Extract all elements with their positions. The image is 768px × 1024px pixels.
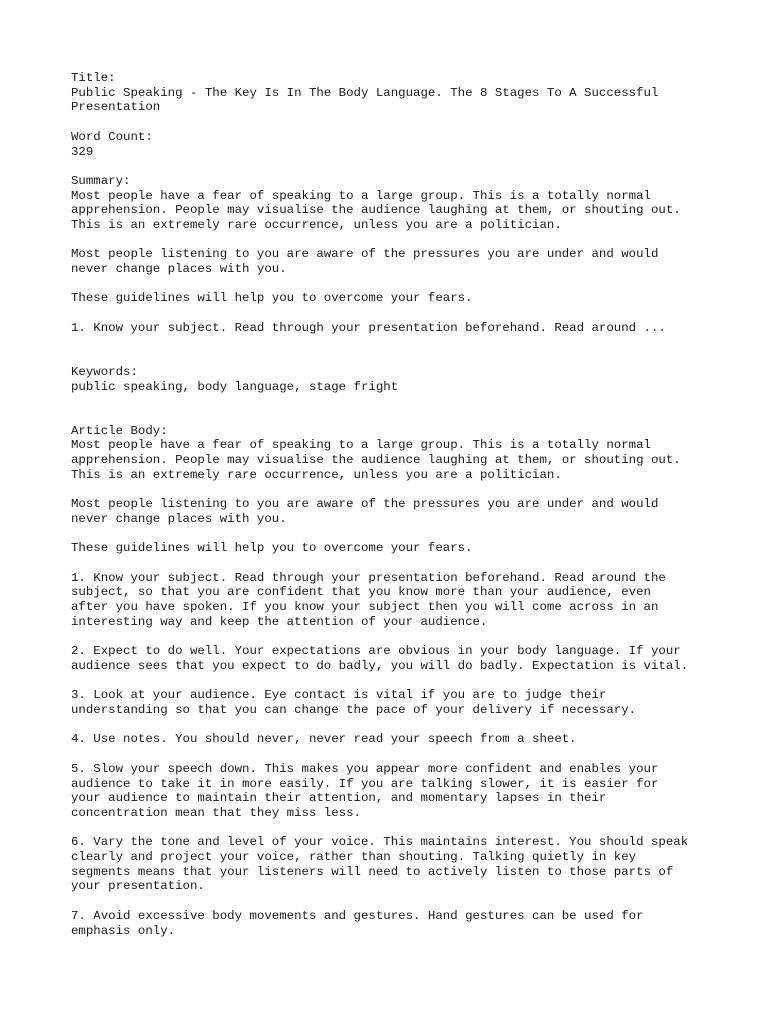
text-line: These guidelines will help you to overcome your fears. — [71, 291, 473, 306]
text-line: 2. Expect to do well. Your expectations are obvious in your body language. If your — [71, 644, 681, 659]
body-paragraph — [71, 835, 731, 894]
body-paragraph — [71, 541, 731, 556]
text-line: your presentation. — [71, 879, 205, 894]
body-paragraph — [71, 438, 731, 482]
text-line: 1. Know your subject. Read through your presentation beforehand. Read around the — [71, 570, 666, 585]
text-line: emphasis only. — [71, 923, 176, 938]
text-line: segments means that your listeners will need to actively listen to those parts of — [71, 864, 674, 879]
text-line: audience to take it in more easily. If you are talking slower, it is easier for — [71, 776, 659, 791]
text-line: never change places with you. — [71, 511, 287, 526]
keywords-value: public speaking, body language, stage fright — [71, 379, 399, 394]
text-line: This is an extremely rare occurrence, unless you are a politician. — [71, 467, 562, 482]
text-line: Most people have a fear of speaking to a large group. This is a totally normal — [71, 188, 651, 203]
document-page — [71, 71, 731, 938]
summary-label: Summary: — [71, 173, 131, 188]
summary-paragraph — [71, 247, 731, 276]
text-line: This is an extremely rare occurrence, unless you are a politician. — [71, 218, 562, 232]
summary-paragraph — [71, 321, 731, 336]
title-section — [71, 71, 731, 115]
title-line: Presentation — [71, 100, 161, 115]
keywords-label: Keywords: — [71, 364, 138, 379]
article-body-section — [71, 424, 731, 938]
text-line: 1. Know your subject. Read through your presentation beforehand. Read around ... — [71, 320, 666, 335]
article-body-label: Article Body: — [71, 423, 168, 438]
body-paragraph — [71, 732, 731, 747]
text-line: interesting way and keep the attention of your audience. — [71, 614, 488, 629]
body-paragraph — [71, 909, 731, 938]
text-line: never change places with you. — [71, 262, 287, 277]
text-line: 3. Look at your audience. Eye contact is vital if you are to judge their — [71, 688, 607, 703]
body-paragraph — [71, 571, 731, 630]
text-line: subject, so that you are confident that you know more than your audience, even — [71, 585, 651, 600]
text-line: Most people have a fear of speaking to a large group. This is a totally normal — [71, 438, 651, 453]
text-line: apprehension. People may visualise the audience laughing at them, or shouting out. — [71, 203, 681, 218]
body-paragraph — [71, 644, 731, 673]
text-line: Most people listening to you are aware of the pressures you are under and would — [71, 247, 659, 262]
text-line: audience sees that you expect to do badly, you will do badly. Expectation is vital. — [71, 658, 689, 673]
text-line: your audience to maintain their attention, and momentary lapses in their — [71, 791, 607, 806]
text-line: understanding so that you can change the pace of your delivery if necessary. — [71, 703, 637, 718]
body-paragraph — [71, 762, 731, 821]
text-line: apprehension. People may visualise the audience laughing at them, or shouting out. — [71, 453, 681, 468]
word-count-label: Word Count: — [71, 129, 153, 144]
text-line: clearly and project your voice, rather than shouting. Talking quietly in key — [71, 850, 637, 865]
summary-paragraph — [71, 291, 731, 306]
text-line: after you have spoken. If you know your subject then you will come across in an — [71, 600, 659, 615]
summary-section — [71, 174, 731, 336]
body-paragraph — [71, 688, 731, 717]
text-line: concentration mean that they miss less. — [71, 805, 361, 820]
word-count-value: 329 — [71, 144, 94, 159]
word-count-section — [71, 130, 731, 159]
text-line: 7. Avoid excessive body movements and gestures. Hand gestures can be used for — [71, 908, 644, 923]
text-line: 4. Use notes. You should never, never read your speech from a sheet. — [71, 732, 577, 747]
title-label: Title: — [71, 71, 116, 85]
body-paragraph — [71, 497, 731, 526]
title-line: Public Speaking - The Key Is In The Body Language. The 8 Stages To A Successful — [71, 85, 659, 100]
summary-paragraph — [71, 189, 731, 233]
text-line: These guidelines will help you to overcome your fears. — [71, 541, 473, 556]
text-line: 5. Slow your speech down. This makes you appear more confident and enables your — [71, 761, 659, 776]
text-line: Most people listening to you are aware of the pressures you are under and would — [71, 497, 659, 512]
text-line: 6. Vary the tone and level of your voice. This maintains interest. You should speak — [71, 835, 689, 850]
keywords-section — [71, 365, 731, 394]
